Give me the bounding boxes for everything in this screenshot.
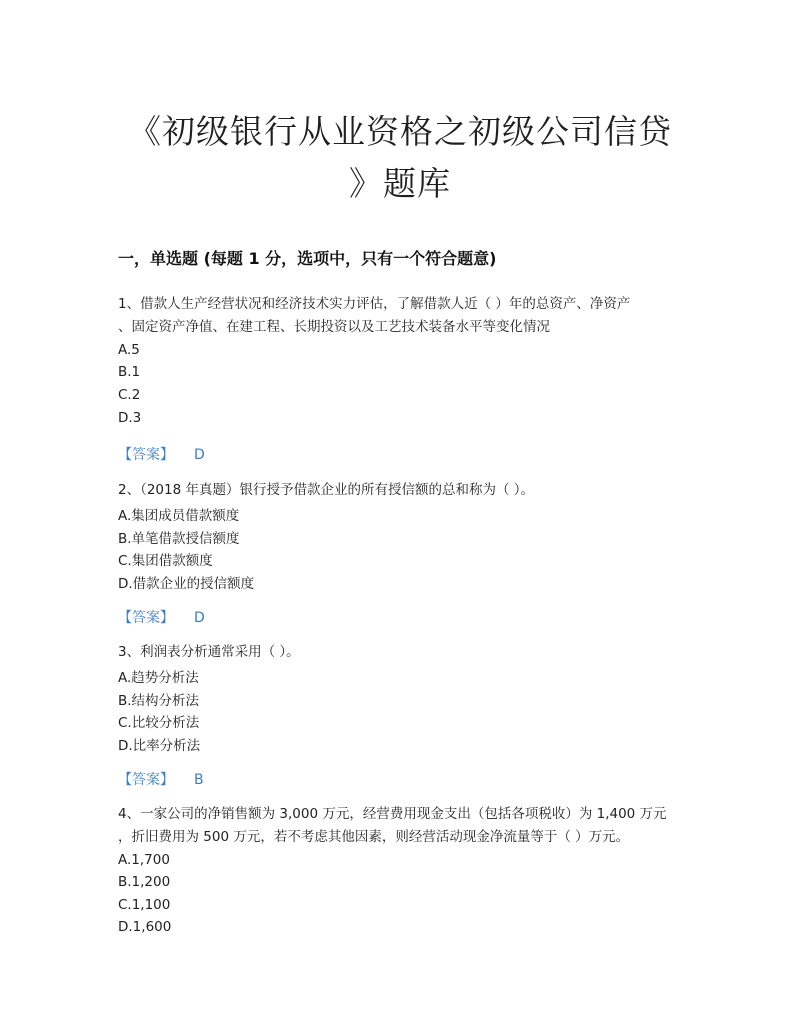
document-title-line-2: 》题库 [349,164,451,203]
question-1-option-c: C.2 [118,387,141,403]
question-4-option-a: A.1,700 [118,852,170,868]
section-heading: 一，单选题 (每题 1 分，选项中，只有一个符合题意) [118,249,497,268]
question-4-line-1: 4、一家公司的净销售额为 3,000 万元，经营费用现金支出（包括各项税收）为 1,400 万元 [118,806,667,822]
question-2-line-1: 2、（2018 年真题）银行授予借款企业的所有授信额的总和称为（ ）。 [118,482,535,498]
question-2-option-a: A.集团成员借款额度 [118,508,240,524]
question-4-line-2: ，折旧费用为 500 万元，若不考虑其他因素，则经营活动现金净流量等于（ ）万元。 [118,829,630,845]
question-2-option-d: D.借款企业的授信额度 [118,576,255,592]
question-4-option-d: D.1,600 [118,919,172,935]
question-1-line-2: 、固定资产净值、在建工程、长期投资以及工艺技术装备水平等变化情况 [118,319,550,335]
question-1-line-1: 1、借款人生产经营状况和经济技术实力评估，了解借款人近（ ）年的总资产、净资产 [118,296,631,312]
question-3-text [118,641,688,664]
question-3-answer [118,769,204,789]
question-3-option-a: A.趋势分析法 [118,670,199,686]
answer-value: D [194,610,205,626]
answer-label: 【答案】 [118,610,174,626]
answer-value: B [194,772,204,788]
question-1-text [118,293,688,339]
question-1-answer [118,444,205,464]
question-2-answer [118,607,205,627]
question-2-option-b: B.单笔借款授信额度 [118,531,240,547]
question-3-option-d: D.比率分析法 [118,738,201,754]
answer-value: D [194,447,205,463]
document-title-line-1: 《初级银行从业资格之初级公司信贷 [128,112,672,151]
question-4-option-c: C.1,100 [118,897,171,913]
question-3-line-1: 3、利润表分析通常采用（ ）。 [118,644,300,660]
question-1-option-b: B.1 [118,364,141,380]
question-1-option-a: A.5 [118,342,140,358]
question-3-option-c: C.比较分析法 [118,715,200,731]
answer-label: 【答案】 [118,772,174,788]
question-4-text [118,803,688,849]
question-2-option-c: C.集团借款额度 [118,553,213,569]
answer-label: 【答案】 [118,447,174,463]
question-1-option-d: D.3 [118,410,142,426]
question-4-option-b: B.1,200 [118,874,171,890]
question-2-text [118,479,688,502]
question-3-option-b: B.结构分析法 [118,693,200,709]
